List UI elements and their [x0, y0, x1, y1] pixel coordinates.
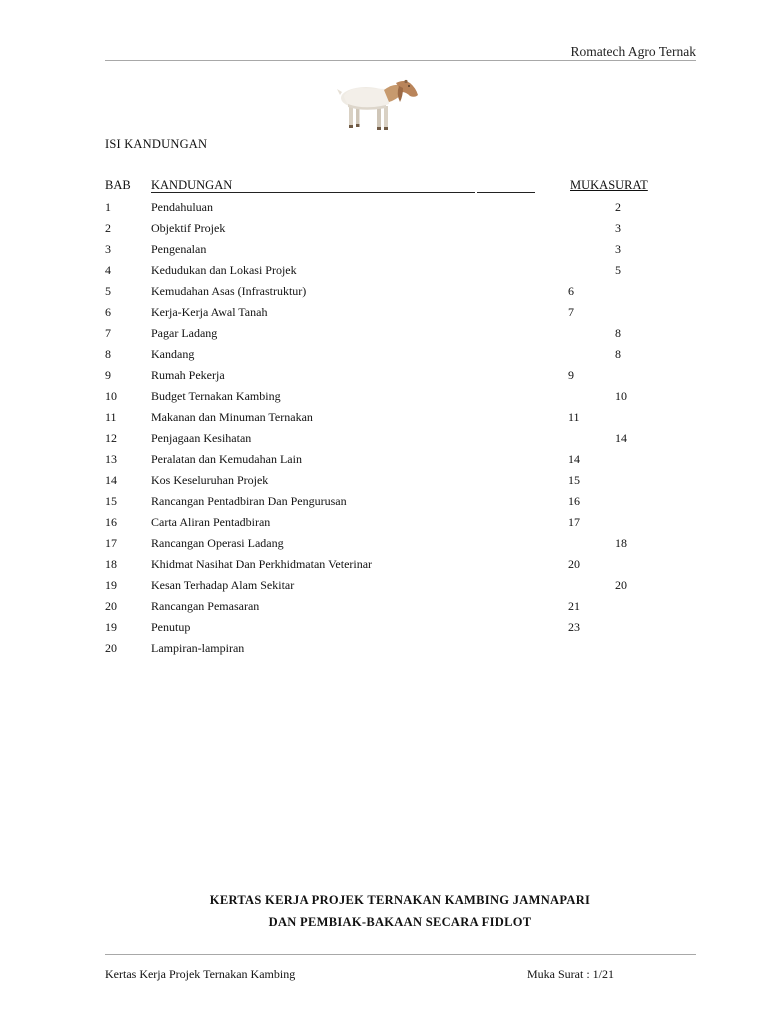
- toc-chapter-number: 20: [105, 599, 117, 613]
- toc-chapter-title: Rancangan Pemasaran: [151, 599, 260, 613]
- toc-row: [0, 599, 768, 619]
- toc-row: [0, 431, 768, 451]
- toc-chapter-title: Makanan dan Minuman Ternakan: [151, 410, 313, 424]
- toc-row: [0, 620, 768, 640]
- toc-row: [0, 347, 768, 367]
- toc-chapter-title: Pengenalan: [151, 242, 207, 256]
- toc-chapter-title: Kos Keseluruhan Projek: [151, 473, 269, 487]
- toc-row: [0, 473, 768, 493]
- toc-page-number: 6: [568, 284, 574, 298]
- document-title-line1: KERTAS KERJA PROJEK TERNAKAN KAMBING JAMNAPARI: [209, 893, 591, 907]
- toc-chapter-title: Rancangan Pentadbiran Dan Pengurusan: [151, 494, 347, 508]
- toc-page-number: 16: [568, 494, 580, 508]
- toc-chapter-number: 3: [105, 242, 111, 256]
- column-header-kandungan: KANDUNGAN: [151, 178, 233, 192]
- toc-chapter-title: Carta Aliran Pentadbiran: [151, 515, 271, 529]
- toc-page-number: 7: [568, 305, 574, 319]
- toc-row: [0, 326, 768, 346]
- toc-chapter-title: Kandang: [151, 347, 195, 361]
- toc-row: [0, 494, 768, 514]
- toc-chapter-number: 14: [105, 473, 117, 487]
- goat-icon: [336, 78, 420, 132]
- toc-chapter-number: 9: [105, 368, 111, 382]
- toc-chapter-number: 13: [105, 452, 117, 466]
- toc-chapter-number: 4: [105, 263, 111, 277]
- document-title-line2: DAN PEMBIAK-BAKAAN SECARA FIDLOT: [268, 915, 532, 929]
- toc-row: [0, 641, 768, 661]
- toc-page-number: 10: [615, 389, 627, 403]
- toc-chapter-number: 12: [105, 431, 117, 445]
- toc-page-number: 20: [615, 578, 627, 592]
- toc-page-number: 20: [568, 557, 580, 571]
- toc-page-number: 3: [615, 242, 621, 256]
- toc-page-number: 5: [615, 263, 621, 277]
- toc-chapter-title: Kerja-Kerja Awal Tanah: [151, 305, 268, 319]
- header-company-name: Romatech Agro Ternak: [570, 44, 696, 59]
- toc-chapter-number: 20: [105, 641, 117, 655]
- toc-page-number: 23: [568, 620, 580, 634]
- toc-page-number: 14: [568, 452, 580, 466]
- header-underline: [151, 192, 475, 193]
- toc-chapter-number: 18: [105, 557, 117, 571]
- toc-chapter-number: 15: [105, 494, 117, 508]
- toc-page-number: 2: [615, 200, 621, 214]
- toc-chapter-title: Kesan Terhadap Alam Sekitar: [151, 578, 295, 592]
- toc-page-number: 3: [615, 221, 621, 235]
- toc-page-number: 17: [568, 515, 580, 529]
- footer-page-number: Muka Surat : 1/21: [527, 967, 614, 981]
- footer-divider: [105, 954, 696, 955]
- toc-page-number: 8: [615, 326, 621, 340]
- toc-row: [0, 368, 768, 388]
- column-header-bab: BAB: [105, 178, 131, 192]
- toc-chapter-title: Kemudahan Asas (Infrastruktur): [151, 284, 307, 298]
- toc-row: [0, 221, 768, 241]
- toc-row: [0, 452, 768, 472]
- toc-chapter-number: 17: [105, 536, 117, 550]
- toc-page-number: 14: [615, 431, 627, 445]
- toc-page-number: 8: [615, 347, 621, 361]
- toc-chapter-title: Rumah Pekerja: [151, 368, 225, 382]
- toc-row: [0, 557, 768, 577]
- toc-chapter-title: Pagar Ladang: [151, 326, 218, 340]
- toc-row: [0, 515, 768, 535]
- toc-page-number: 15: [568, 473, 580, 487]
- header-underline: [477, 192, 535, 193]
- toc-row: [0, 410, 768, 430]
- toc-row: [0, 536, 768, 556]
- toc-chapter-number: 2: [105, 221, 111, 235]
- toc-chapter-number: 16: [105, 515, 117, 529]
- toc-row: [0, 578, 768, 598]
- toc-chapter-number: 11: [105, 410, 117, 424]
- toc-row: [0, 389, 768, 409]
- toc-chapter-number: 6: [105, 305, 111, 319]
- toc-row: [0, 284, 768, 304]
- toc-row: [0, 305, 768, 325]
- toc-title: ISI KANDUNGAN: [105, 137, 208, 151]
- toc-page-number: 21: [568, 599, 580, 613]
- toc-chapter-number: 8: [105, 347, 111, 361]
- toc-chapter-number: 5: [105, 284, 111, 298]
- toc-chapter-title: Penjagaan Kesihatan: [151, 431, 252, 445]
- toc-chapter-number: 19: [105, 620, 117, 634]
- footer-document-name: Kertas Kerja Projek Ternakan Kambing: [105, 967, 296, 981]
- toc-chapter-number: 1: [105, 200, 111, 214]
- toc-chapter-title: Khidmat Nasihat Dan Perkhidmatan Veterinar: [151, 557, 373, 571]
- toc-chapter-title: Penutup: [151, 620, 191, 634]
- toc-row: [0, 242, 768, 262]
- toc-chapter-title: Rancangan Operasi Ladang: [151, 536, 284, 550]
- column-header-mukasurat: MUKASURAT: [570, 178, 648, 192]
- toc-chapter-title: Lampiran-lampiran: [151, 641, 245, 655]
- toc-chapter-title: Pendahuluan: [151, 200, 213, 214]
- header-divider: [105, 60, 696, 61]
- toc-chapter-number: 19: [105, 578, 117, 592]
- toc-chapter-title: Objektif Projek: [151, 221, 226, 235]
- toc-page-number: 9: [568, 368, 574, 382]
- toc-row: [0, 200, 768, 220]
- toc-page-number: 11: [568, 410, 580, 424]
- toc-chapter-number: 10: [105, 389, 117, 403]
- toc-chapter-number: 7: [105, 326, 111, 340]
- toc-chapter-title: Kedudukan dan Lokasi Projek: [151, 263, 297, 277]
- toc-row: [0, 263, 768, 283]
- toc-chapter-title: Budget Ternakan Kambing: [151, 389, 281, 403]
- toc-page-number: 18: [615, 536, 627, 550]
- toc-chapter-title: Peralatan dan Kemudahan Lain: [151, 452, 302, 466]
